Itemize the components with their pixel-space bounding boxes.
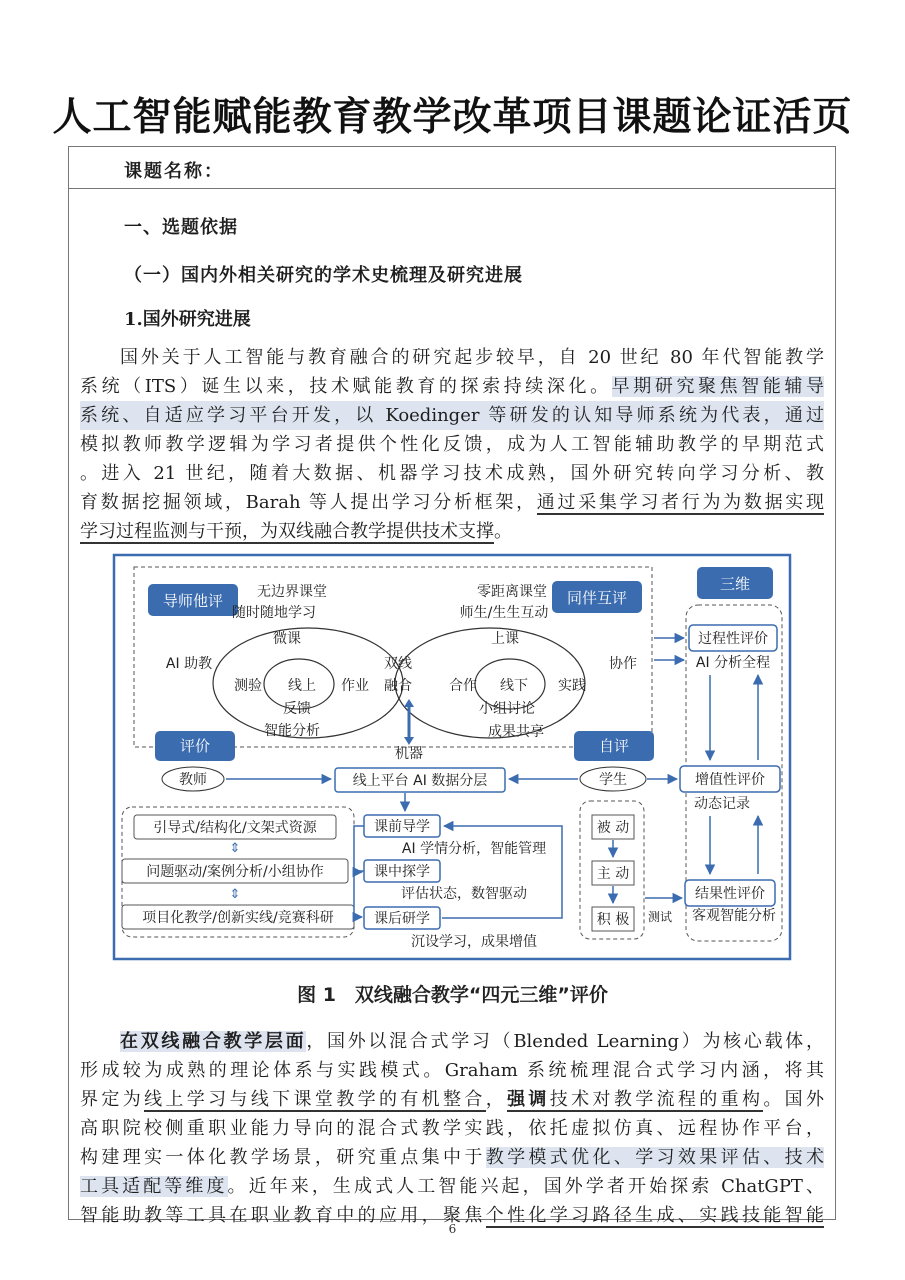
text-line: 模拟教师教学逻辑为学习者提供个性化反馈，成为人工智能辅助教学的早期范式: [80, 434, 824, 455]
label-student: 学生: [599, 772, 627, 788]
label-self-eval: 自评: [598, 737, 630, 755]
label-feedback: 反馈: [283, 701, 311, 717]
text-line: 智能助教等工具在职业教育中的应用，聚焦个性化学习路径生成、实践技能智能: [80, 1205, 825, 1226]
label-ai-assist: AI 助教: [165, 656, 213, 672]
paragraph-foreign-progress: [80, 343, 824, 546]
text-line: 学习过程监测与干预，为双线融合教学提供技术支撑。: [80, 521, 512, 542]
text-line: 在双线融合教学层面，国外以混合式学习（Blended Learning）为核心载体，: [120, 1031, 824, 1052]
label-offline: 线下: [500, 678, 528, 694]
label-res3: 项目化教学/创新实线/竞赛科研: [142, 910, 334, 926]
label-class: 上课: [491, 631, 519, 647]
label-online: 线上: [288, 678, 316, 694]
text-line: 形成较为成熟的理论体系与实践模式。Graham 系统梳理混合式学习内涵，将其: [80, 1060, 824, 1081]
label-mid: 课中探学: [374, 864, 430, 880]
label-objective: 客观智能分析: [692, 908, 776, 924]
label-result-eval: 结果性评价: [695, 886, 765, 902]
label-testing: 测试: [647, 910, 673, 924]
text-line: 。进入 21 世纪，随着大数据、机器学习技术成熟，国外研究转向学习分析、教: [80, 463, 824, 484]
label-zero-dist: 零距离课堂: [477, 584, 547, 600]
text-line: 高职院校侧重职业能力导向的混合式教学实践，依托虚拟仿真、远程协作平台，: [80, 1118, 824, 1139]
label-collab: 协作: [609, 656, 637, 672]
label-test: 测验: [234, 678, 262, 694]
topic-name-label: 课题名称：: [124, 161, 224, 182]
page-number: 6: [448, 1222, 457, 1236]
label-smart-analysis: 智能分析: [264, 723, 320, 739]
peer-eval-label: 同伴互评: [566, 589, 628, 607]
text-line: 系统、自适应学习平台开发，以 Koedinger 等研发的认知导师系统为代表，通过: [80, 401, 824, 430]
topic-name-row: [68, 146, 836, 189]
label-pre-note: AI 学情分析，智能管理: [401, 841, 547, 857]
label-post: 课后研学: [374, 911, 430, 927]
label-dual-line: 双线: [384, 656, 412, 672]
label-passive: 被 动: [596, 820, 630, 836]
label-positive: 积 极: [596, 912, 630, 928]
label-anytime: 随时随地学习: [232, 605, 316, 621]
subsubsection-heading: 1.国外研究进展: [124, 309, 251, 330]
label-weike: 微课: [273, 631, 301, 647]
three-dim-label: 三维: [719, 575, 751, 593]
label-unbounded: 无边界课堂: [257, 584, 327, 600]
label-homework: 作业: [341, 678, 369, 694]
label-dynamic: 动态记录: [694, 796, 750, 812]
res-link-1: ⇕: [229, 841, 241, 856]
subsection-heading: （一）国内外相关研究的学术史梳理及研究进展: [124, 265, 523, 286]
label-machine: 机器: [395, 746, 423, 762]
label-res1: 引导式/结构化/文架式资源: [153, 820, 317, 836]
mentor-eval-label: 导师他评: [162, 592, 224, 610]
label-practice: 实践: [558, 678, 586, 694]
label-post-note: 沉设学习，成果增值: [411, 934, 537, 950]
figure-caption: 图 1 双线融合教学“四元三维”评价: [297, 984, 608, 1006]
label-share: 成果共享: [488, 724, 544, 740]
label-interaction: 师生/生生互动: [459, 605, 549, 621]
label-process-eval: 过程性评价: [698, 631, 768, 647]
text-line: 构建理实一体化教学场景，研究重点集中于教学模式优化、学习效果评估、技术: [80, 1147, 825, 1168]
paragraph-dual-line: [80, 1027, 824, 1230]
label-pre: 课前导学: [374, 819, 430, 835]
text-line: 系统（ITS）诞生以来，技术赋能教育的探索持续深化。早期研究聚焦智能辅导: [80, 376, 825, 397]
offline-ellipse: [395, 628, 585, 738]
label-res2: 问题驱动/案例分析/小组协作: [146, 864, 324, 880]
label-teacher: 教师: [179, 772, 207, 788]
section-heading: 一、选题依据: [124, 217, 238, 238]
label-group: 小组讨论: [479, 701, 535, 717]
label-eval: 评价: [179, 737, 211, 755]
label-active: 主 动: [596, 866, 630, 882]
text-line: 工具适配等维度。近年来，生成式人工智能兴起，国外学者开始探索 ChatGPT、: [80, 1176, 825, 1197]
label-ai-full: AI 分析全程: [695, 655, 771, 671]
text-line: 国外关于人工智能与教育融合的研究起步较早，自 20 世纪 80 年代智能教学: [120, 347, 824, 368]
label-coop: 合作: [449, 678, 477, 694]
text-line: 育数据挖掘领域，Barah 等人提出学习分析框架，通过采集学习者行为为数据实现: [80, 492, 825, 513]
text-line: 界定为线上学习与线下课堂教学的有机整合，强调技术对教学流程的重构。国外: [80, 1089, 825, 1110]
label-platform: 线上平台 AI 数据分层: [352, 773, 488, 789]
arrow-mid-post: [354, 871, 364, 917]
label-mid-note: 评估状态，数智驱动: [401, 886, 527, 902]
arrow-pre-mid: [354, 826, 364, 872]
page-title: 人工智能赋能教育教学改革项目课题论证活页: [52, 95, 853, 140]
label-fusion: 融合: [384, 678, 412, 694]
arrow-post-pre: [442, 826, 562, 918]
evaluation-diagram: [112, 553, 792, 961]
res-link-2: ⇕: [229, 887, 241, 902]
label-value-eval: 增值性评价: [695, 772, 765, 788]
